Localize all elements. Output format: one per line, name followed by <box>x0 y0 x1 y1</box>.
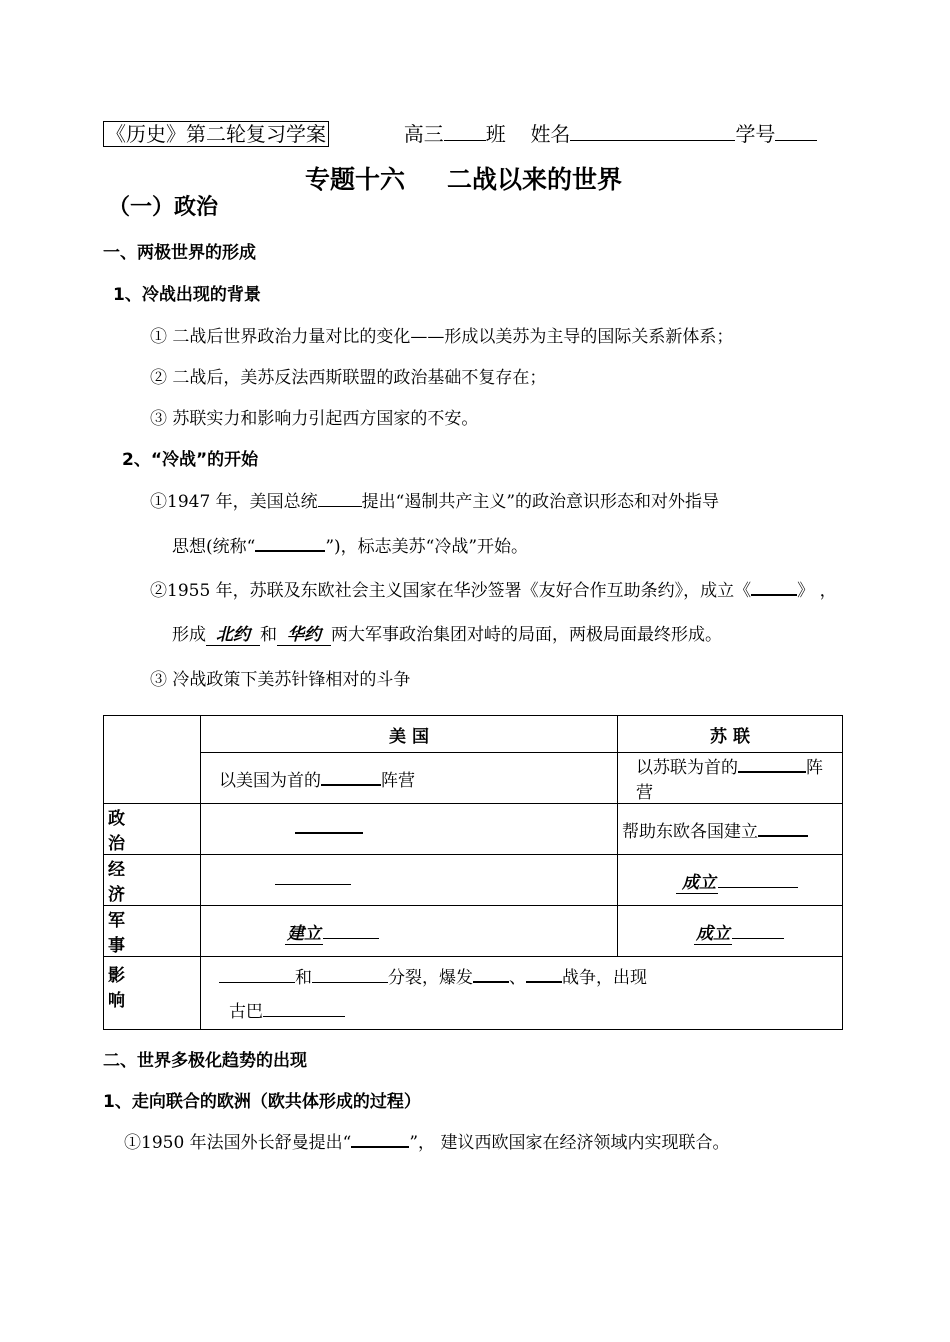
text-segment: ”)，标志美苏“冷战”开始。 <box>325 537 529 557</box>
table-row <box>104 804 843 855</box>
title-topic-number: 专题十六 <box>305 165 406 194</box>
treaty-org-blank[interactable] <box>751 593 797 596</box>
subsection-1-heading: 1、冷战出现的背景 <box>113 285 261 305</box>
text-segment: 、 <box>509 968 526 988</box>
handwritten-military-ussr: 成立 <box>696 923 730 944</box>
text-segment: 形成 <box>172 625 206 645</box>
background-item-1: ① 二战后世界政治力量对比的变化——形成以美苏为主导的国际关系新体系； <box>150 327 734 347</box>
class-blank[interactable] <box>444 139 486 141</box>
text-segment: 两大军事政治集团对峙的局面，两极局面最终形成。 <box>331 625 722 645</box>
impact-blank-4[interactable] <box>526 980 562 983</box>
impact-blank-5[interactable] <box>263 1015 345 1017</box>
coldwar-item-1-line-2 <box>172 532 528 557</box>
title-topic-name: 二战以来的世界 <box>447 165 623 194</box>
impact-blank-2[interactable] <box>312 981 388 983</box>
table-row <box>104 906 843 957</box>
row-label-impact: 影响 <box>104 957 201 1030</box>
impact-blank-1[interactable] <box>219 981 295 983</box>
handwritten-warsaw-pact: 华约 <box>277 625 331 646</box>
section-2-heading: 二、世界多极化趋势的出现 <box>103 1051 307 1071</box>
worksheet-title-box: 《历史》第二轮复习学案 <box>103 121 329 147</box>
section-2-subsection-1-heading: 1、走向联合的欧洲（欧共体形成的过程） <box>103 1092 421 1112</box>
politics-ussr-cell <box>618 804 843 855</box>
impact-blank-3[interactable] <box>473 980 509 983</box>
header-line <box>103 118 817 147</box>
row-label-economy: 经济 <box>104 855 201 906</box>
camp-us-cell <box>201 753 618 804</box>
handwritten-economy-ussr: 成立 <box>676 873 718 894</box>
doctrine-blank[interactable] <box>255 549 325 552</box>
text-segment: 阵营 <box>636 758 823 803</box>
handwritten-military-us: 建立 <box>287 923 321 944</box>
subsection-2-heading: 2、“冷战”的开始 <box>122 450 259 470</box>
text-segment: 和 <box>295 968 312 988</box>
table-row <box>104 855 843 906</box>
economy-us-blank[interactable] <box>275 883 351 885</box>
text-segment: 》 ， <box>797 581 837 601</box>
text-segment: 帮助东欧各国建立 <box>622 821 758 842</box>
page-title <box>305 160 622 196</box>
coldwar-item-3: ③ 冷战政策下美苏针锋相对的斗争 <box>150 670 411 690</box>
class-label: 班 <box>485 122 506 146</box>
background-item-2: ② 二战后，美苏反法西斯联盟的政治基础不复存在； <box>150 368 547 388</box>
camp-ussr-cell <box>618 753 843 804</box>
politics-ussr-blank[interactable] <box>758 834 808 837</box>
military-ussr-cell <box>618 906 843 957</box>
text-segment: 提出“遏制共产主义”的政治意识形态和对外指导 <box>361 492 720 512</box>
us-camp-blank[interactable] <box>321 783 381 786</box>
name-blank[interactable] <box>570 139 735 141</box>
table-row <box>104 957 843 1030</box>
europe-item-1 <box>124 1128 729 1153</box>
text-segment: ①1947 年，美国总统 <box>150 492 318 512</box>
table-corner-cell <box>104 716 201 804</box>
politics-us-cell <box>201 804 618 855</box>
military-us-cell <box>201 906 618 957</box>
impact-cell <box>201 957 843 1030</box>
economy-ussr-cell <box>618 855 843 906</box>
student-id-label: 学号 <box>735 122 776 146</box>
text-segment: ”， 建议西欧国家在经济领域内实现联合。 <box>409 1133 730 1153</box>
text-segment: 以苏联为首的 <box>636 758 738 778</box>
section-1-heading: 一、两极世界的形成 <box>103 243 256 263</box>
coldwar-item-1-line-1 <box>150 487 719 512</box>
text-segment: 战争，出现 <box>562 968 647 988</box>
background-item-3: ③ 苏联实力和影响力引起西方国家的不安。 <box>150 409 479 429</box>
handwritten-nato: 北约 <box>206 625 260 646</box>
us-ussr-comparison-table <box>103 715 843 1030</box>
header-us: 美 国 <box>201 716 618 753</box>
row-label-military: 军事 <box>104 906 201 957</box>
text-segment: 分裂，爆发 <box>388 968 473 988</box>
military-ussr-blank[interactable] <box>732 937 784 939</box>
grade-label: 高三 <box>403 122 444 146</box>
row-label-politics: 政治 <box>104 804 201 855</box>
text-segment: ②1955 年，苏联及东欧社会主义国家在华沙签署《友好合作互助条约》，成立《 <box>150 581 752 601</box>
ussr-camp-blank[interactable] <box>738 770 806 773</box>
text-segment: ①1950 年法国外长舒曼提出“ <box>124 1133 352 1153</box>
student-id-blank[interactable] <box>775 139 817 141</box>
coldwar-item-2-line-2 <box>172 620 722 645</box>
text-segment: 和 <box>260 625 277 645</box>
politics-us-blank[interactable] <box>295 831 363 834</box>
section-politics-heading: （一）政治 <box>108 195 219 220</box>
coldwar-item-2-line-1 <box>150 576 837 601</box>
text-segment: 思想(统称“ <box>172 537 256 557</box>
schuman-plan-blank[interactable] <box>351 1145 409 1148</box>
military-us-blank[interactable] <box>323 937 379 939</box>
president-blank[interactable] <box>318 505 362 507</box>
name-label: 姓名 <box>530 122 571 146</box>
economy-ussr-blank[interactable] <box>718 886 798 888</box>
table-row <box>104 716 843 753</box>
economy-us-cell <box>201 855 618 906</box>
text-segment: 以美国为首的 <box>219 770 321 791</box>
header-ussr: 苏 联 <box>618 716 843 753</box>
text-segment: 古巴 <box>229 1002 263 1022</box>
table-row <box>104 753 843 804</box>
text-segment: 阵营 <box>381 770 415 791</box>
